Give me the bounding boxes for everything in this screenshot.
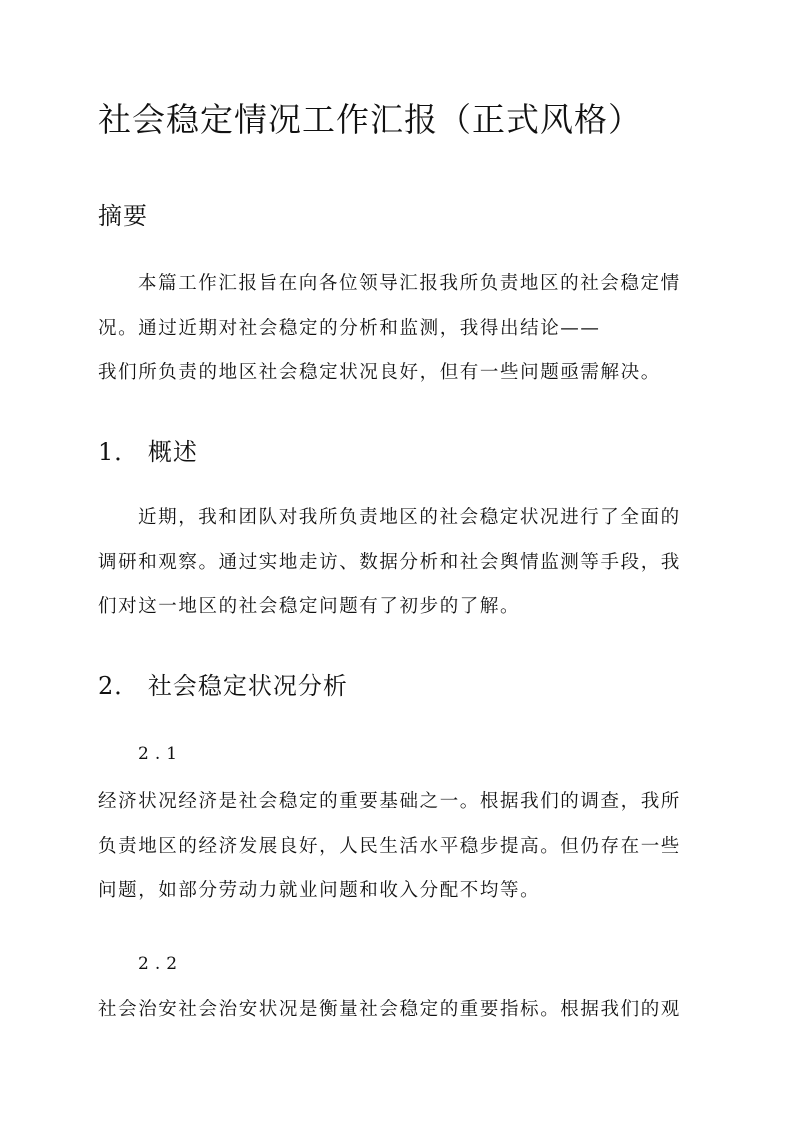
abstract-line: 本篇工作汇报旨在向各位领导汇报我所负责地区的社会稳定情	[138, 273, 681, 294]
subsection-2-2-line: 社会治安社会治安状况是衡量社会稳定的重要指标。根据我们的观	[98, 999, 681, 1020]
abstract-heading: 摘要	[98, 202, 148, 230]
document-title: 社会稳定情况工作汇报（正式风格）	[98, 100, 642, 139]
section-1-line: 调研和观察。通过实地走访、数据分析和社会舆情监测等手段，我	[98, 551, 681, 573]
section-1-paragraph	[98, 496, 702, 630]
abstract-line: 我们所负责的地区社会稳定状况良好，但有一些问题亟需解决。	[98, 362, 661, 383]
section-1-line: 们对这一地区的社会稳定问题有了初步的了解。	[98, 596, 521, 617]
subsection-2-1-paragraph	[98, 780, 702, 914]
abstract-paragraph	[98, 262, 702, 396]
section-1-heading: 1． 概述	[98, 438, 198, 466]
section-1-line: 近期，我和团队对我所负责地区的社会稳定状况进行了全面的	[138, 507, 681, 528]
subsection-2-2-paragraph	[98, 988, 702, 1033]
subsection-2-1-line: 问题，如部分劳动力就业问题和收入分配不均等。	[98, 880, 541, 901]
abstract-line: 况。通过近期对社会稳定的分析和监测，我得出结论——	[98, 317, 601, 339]
subsection-2-2-number: 2.2	[138, 954, 184, 974]
subsection-2-1-line: 经济状况经济是社会稳定的重要基础之一。根据我们的调查，我所	[98, 791, 681, 812]
subsection-2-1-line: 负责地区的经济发展良好，人民生活水平稳步提高。但仍存在一些	[98, 835, 681, 857]
subsection-2-1-number: 2.1	[138, 744, 184, 764]
section-2-heading: 2． 社会稳定状况分析	[98, 672, 348, 700]
